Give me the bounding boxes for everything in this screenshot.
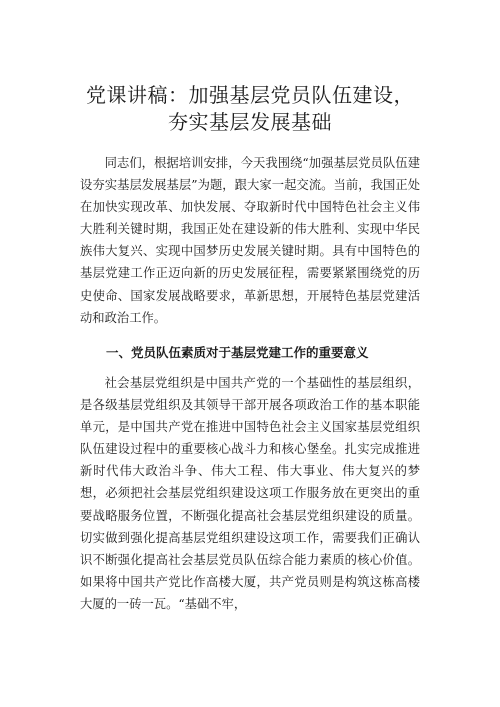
document-title [60, 82, 440, 136]
section-1-paragraph: 社会基层党组织是中国共产党的一个基础性的基层组织，是各级基层党组织及其领导干部开展各项政治工作的基本职能单元，是中国共产党在推进中国特色社会主义国家基层党组织队伍建设过程中的重要核心战斗力和核心堡垒。扎实完成推进新时代伟大政治斗争、伟大工程、伟大事业、伟大复兴的梦想，必须把社会基层党组织建设这项工作服务放在更突出的重要战略服务位置，不断强化提高社会基层党组织建设的质量。切实做到强化提高基层党组织建设这项工作，需要我们正确认识不断强化提高社会基层党员队伍综合能力素质的核心价值。如果将中国共产党比作高楼大厦，共产党员则是构筑这栋高楼大厦的一砖一瓦。“基础不牢， [80, 376, 420, 611]
title-line-2: 夯实基层发展基础 [168, 110, 332, 134]
intro-paragraph: 同志们，根据培训安排，今天我围绕“加强基层党员队伍建设夯实基层发展基层”为题，跟大家一起交流。当前，我国正处在加快实现改革、加快发展、夺取新时代中国特色社会主义伟大胜利关键时期，我国正处在建设新的伟大胜利、实现中华民族伟大复兴、实现中国梦历史发展关键时期。具有中国特色的基层党建工作正迈向新的历史发展征程，需要紧紧围绕党的历史使命、国家发展战略要求，革新思想，开展特色基层党建活动和政治工作。 [80, 156, 420, 325]
section-heading-1: 一、党员队伍素质对于基层党建工作的重要意义 [106, 345, 369, 360]
title-line-1: 党课讲稿：加强基层党员队伍建设， [86, 83, 414, 107]
